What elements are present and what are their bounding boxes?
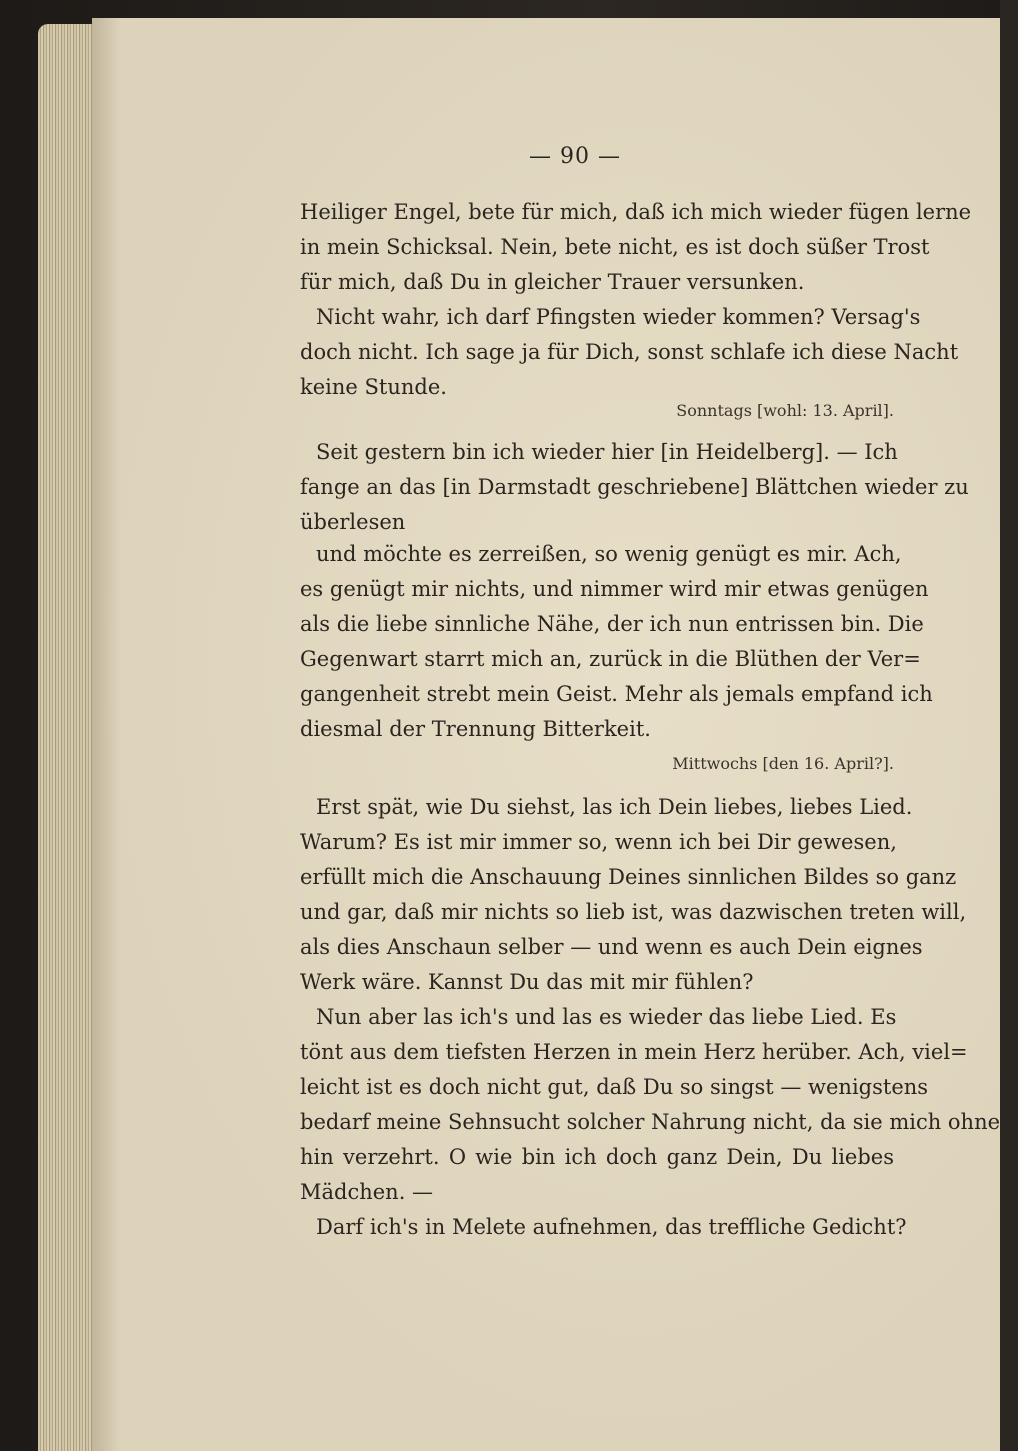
text-line: Nicht wahr, ich darf Pfingsten wieder kommen? Versag's [316, 305, 921, 329]
text-line: und möchte es zerreißen, so wenig genügt es mir. Ach, [316, 542, 902, 566]
text-line: Werk wäre. Kannst Du das mit mir fühlen? [300, 970, 754, 994]
text-line: keine Stunde. [300, 375, 447, 399]
text-line: Mädchen. — [300, 1180, 434, 1204]
text-line: als dies Anschaun selber — und wenn es auch Dein eignes [300, 935, 923, 959]
text-line: Seit gestern bin ich wieder hier [in Heidelberg]. — Ich [316, 440, 898, 464]
text-line: hin verzehrt. O wie bin ich doch ganz Dein, Du liebes [300, 1145, 894, 1169]
text-line: tönt aus dem tiefsten Herzen in mein Herz herüber. Ach, viel= [300, 1040, 968, 1064]
text-line: fange an das [in Darmstadt geschriebene] Blättchen wieder zu [300, 475, 969, 499]
text-line: Darf ich's in Melete aufnehmen, das treffliche Gedicht? [316, 1215, 907, 1239]
text-line: bedarf meine Sehnsucht solcher Nahrung nicht, da sie mich ohne= [300, 1110, 1018, 1134]
text-line: Warum? Es ist mir immer so, wenn ich bei Dir gewesen, [300, 830, 897, 854]
text-line: und gar, daß mir nichts so lieb ist, was dazwischen treten will, [300, 900, 967, 924]
text-line: als die liebe sinnliche Nähe, der ich nun entrissen bin. Die [300, 612, 924, 636]
page-number: — 90 — [529, 144, 621, 169]
text-line: erfüllt mich die Anschauung Deines sinnlichen Bildes so ganz [300, 865, 957, 889]
text-line: Gegenwart starrt mich an, zurück in die Blüthen der Ver= [300, 647, 921, 671]
text-line: Nun aber las ich's und las es wieder das liebe Lied. Es [316, 1005, 897, 1029]
text-line: leicht ist es doch nicht gut, daß Du so singst — wenigstens [300, 1075, 929, 1099]
dateline: Sonntags [wohl: 13. April]. [676, 401, 894, 420]
text-line: diesmal der Trennung Bitterkeit. [300, 717, 651, 741]
text-line: Erst spät, wie Du siehst, las ich Dein liebes, liebes Lied. [316, 795, 913, 819]
dateline: Mittwochs [den 16. April?]. [672, 754, 894, 773]
page-edges [38, 24, 98, 1451]
text-line: in mein Schicksal. Nein, bete nicht, es ist doch süßer Trost [300, 235, 930, 259]
text-line: es genügt mir nichts, und nimmer wird mir etwas genügen [300, 577, 929, 601]
text-line: doch nicht. Ich sage ja für Dich, sonst schlafe ich diese Nacht [300, 340, 959, 364]
text-line: überlesen [300, 510, 406, 534]
text-line: gangenheit strebt mein Geist. Mehr als jemals empfand ich [300, 682, 933, 706]
text-line: Heiliger Engel, bete für mich, daß ich mich wieder fügen lerne [300, 200, 972, 224]
text-line: für mich, daß Du in gleicher Trauer versunken. [300, 270, 805, 294]
